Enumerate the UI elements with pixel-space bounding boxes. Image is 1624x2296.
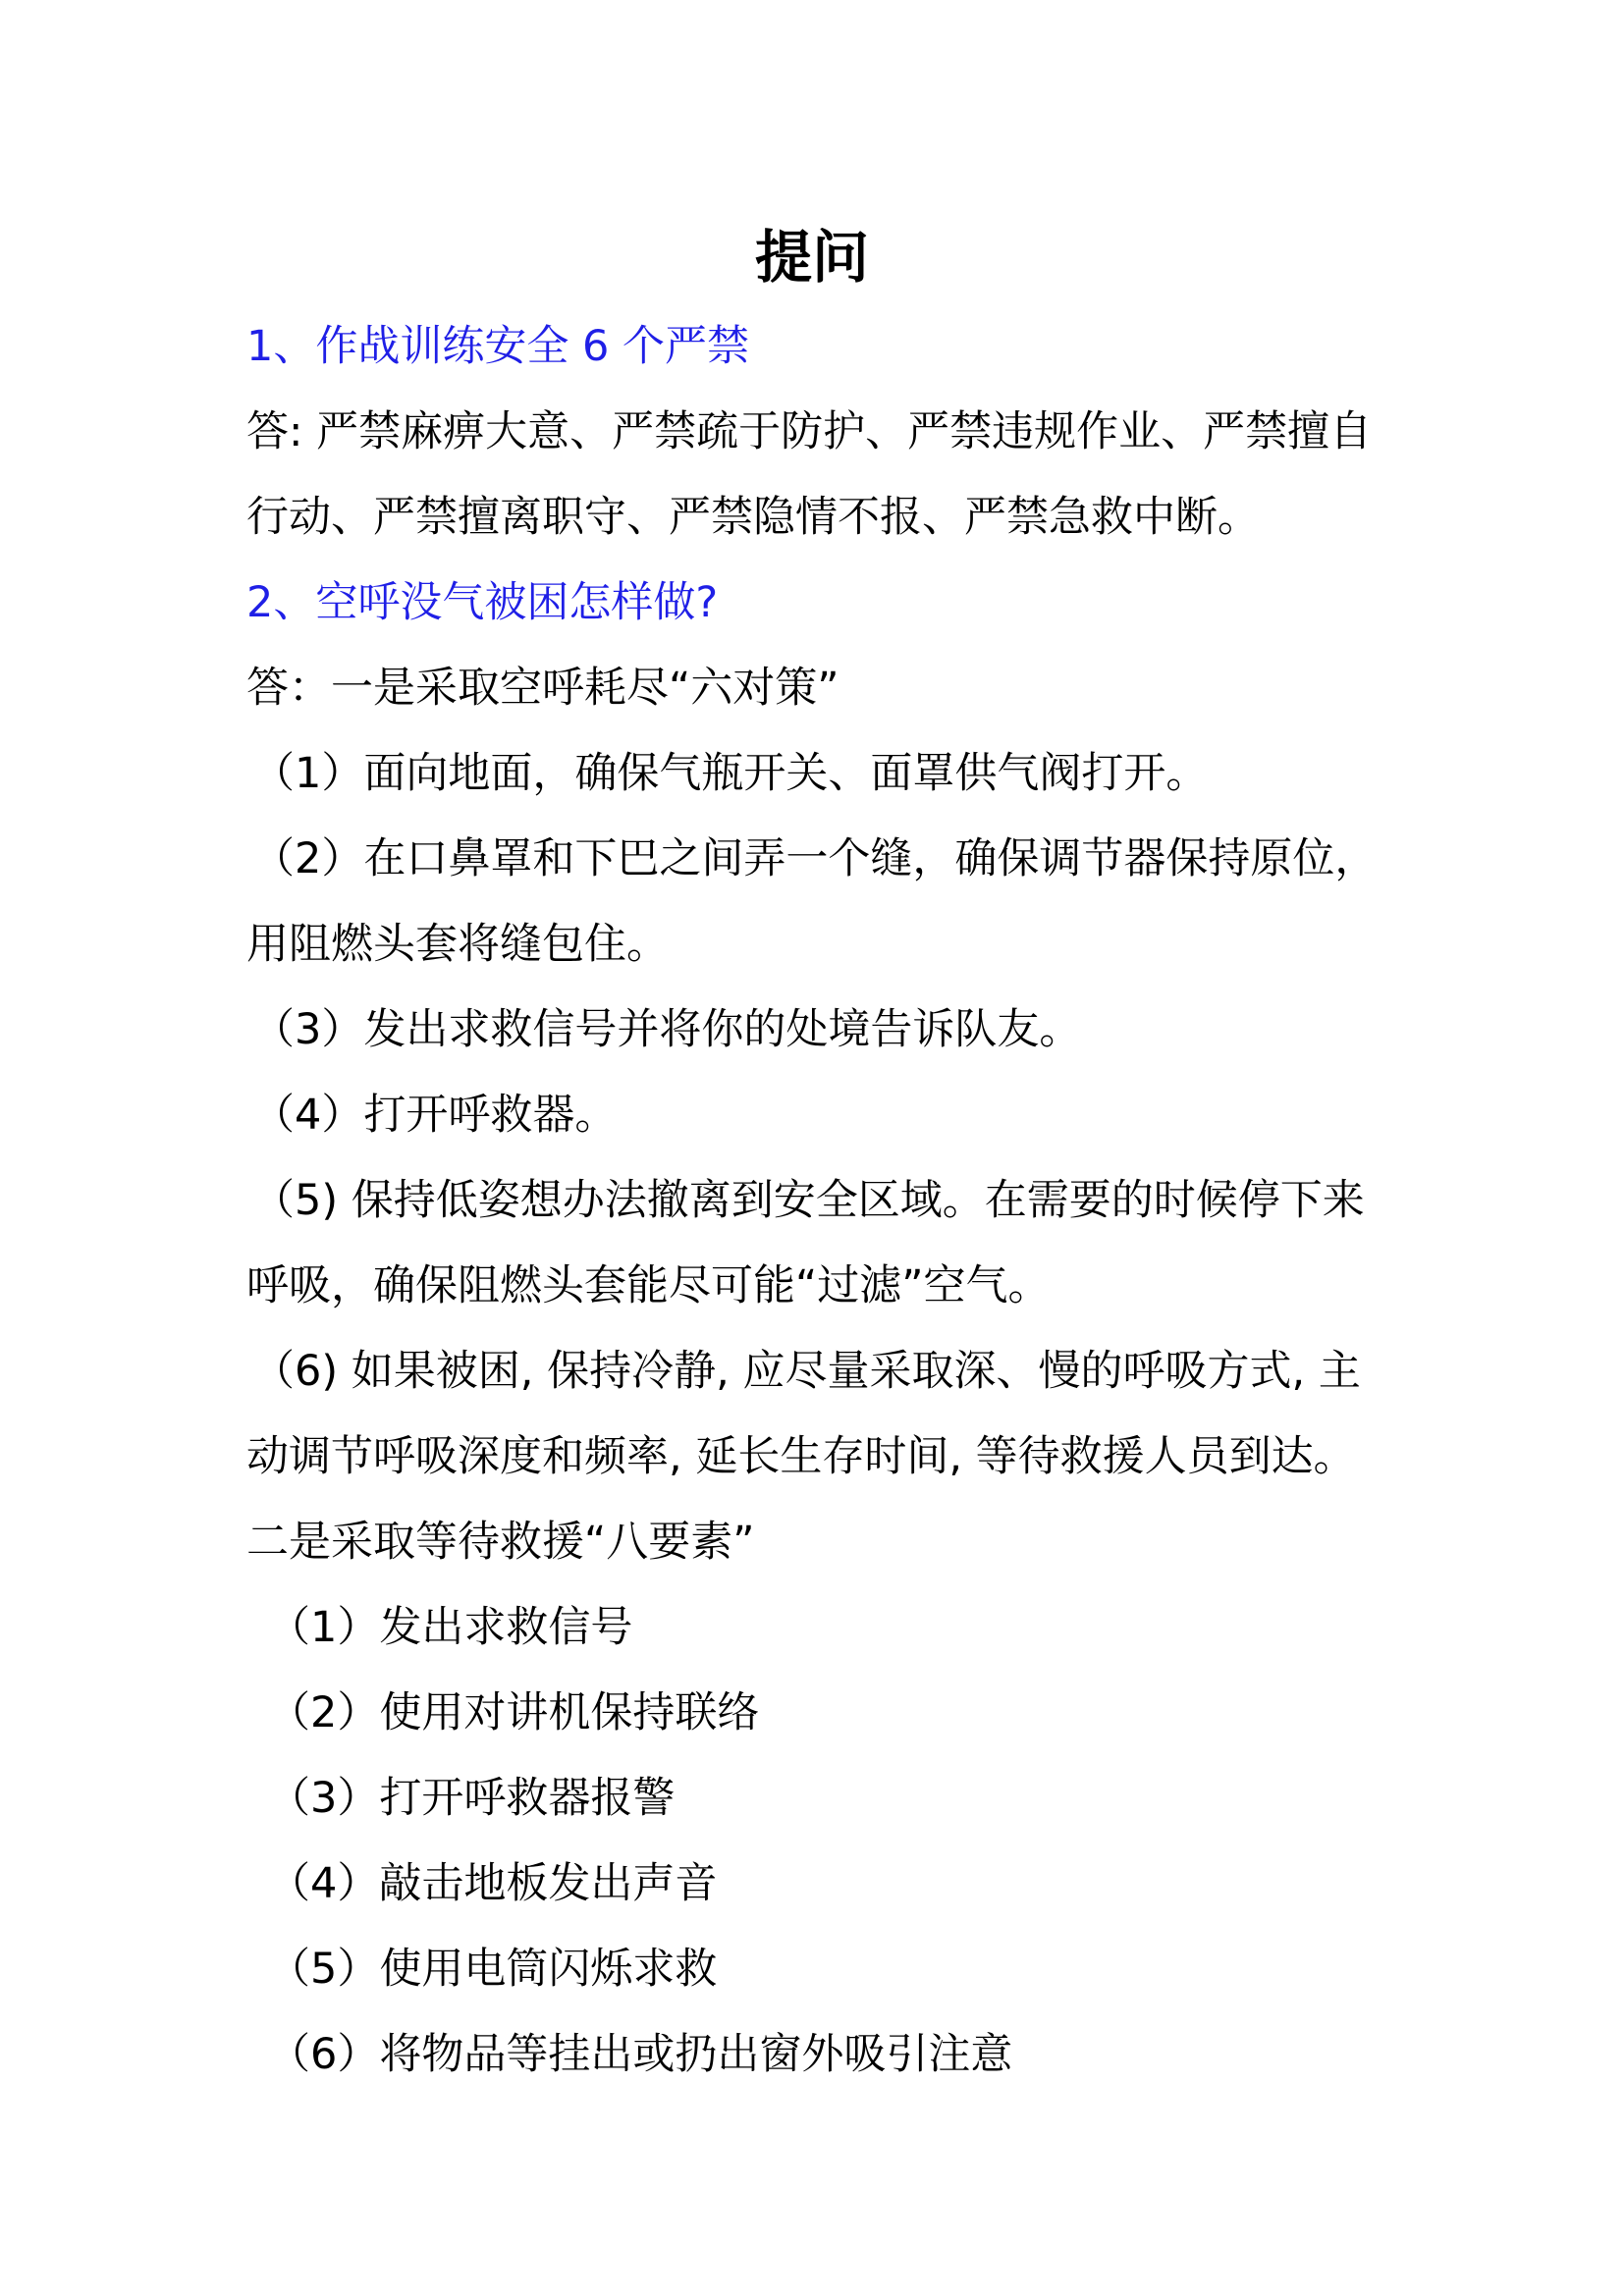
question-heading: 1、作战训练安全 6 个严禁 xyxy=(246,322,750,371)
text-line: （5）使用电筒闪烁求救 xyxy=(268,1945,718,1994)
text-line: 二是采取等待救援“八要素” xyxy=(246,1518,755,1567)
text-line: 答：一是采取空呼耗尽“六对策” xyxy=(246,664,839,713)
text-line: （2）使用对讲机保持联络 xyxy=(268,1688,760,1737)
text-line: （4）打开呼救器。 xyxy=(252,1091,618,1140)
document-title: 提问 xyxy=(754,224,869,291)
text-line: （3）发出求救信号并将你的处境告诉队友。 xyxy=(252,1005,1082,1054)
text-line: 呼吸，确保阻燃头套能尽可能“过滤”空气。 xyxy=(246,1261,1051,1310)
text-line: 答: 严禁麻痹大意、严禁疏于防护、严禁违规作业、严禁擅自 xyxy=(246,407,1373,456)
text-line: （2）在口鼻罩和下巴之间弄一个缝，确保调节器保持原位， xyxy=(252,834,1378,883)
text-line: （1）发出求救信号 xyxy=(268,1603,633,1652)
question-heading: 2、空呼没气被困怎样做? xyxy=(246,578,719,627)
text-line: （6）将物品等挂出或扔出窗外吸引注意 xyxy=(268,2030,1013,2079)
text-line: （3）打开呼救器报警 xyxy=(268,1774,676,1823)
text-line: 动调节呼吸深度和频率, 延长生存时间, 等待救援人员到达。 xyxy=(246,1432,1356,1481)
text-line: （1）面向地面，确保气瓶开关、面罩供气阀打开。 xyxy=(252,749,1209,798)
document-body xyxy=(246,304,1385,2098)
text-line: 用阻燃头套将缝包住。 xyxy=(246,920,669,969)
text-line: （5) 保持低姿想办法撤离到安全区域。在需要的时候停下来 xyxy=(252,1176,1365,1225)
text-line: （4）敲击地板发出声音 xyxy=(268,1859,718,1908)
text-line: （6) 如果被困, 保持冷静, 应尽量采取深、慢的呼吸方式, 主 xyxy=(252,1347,1361,1396)
text-line: 行动、严禁擅离职守、严禁隐情不报、严禁急救中断。 xyxy=(246,493,1260,542)
